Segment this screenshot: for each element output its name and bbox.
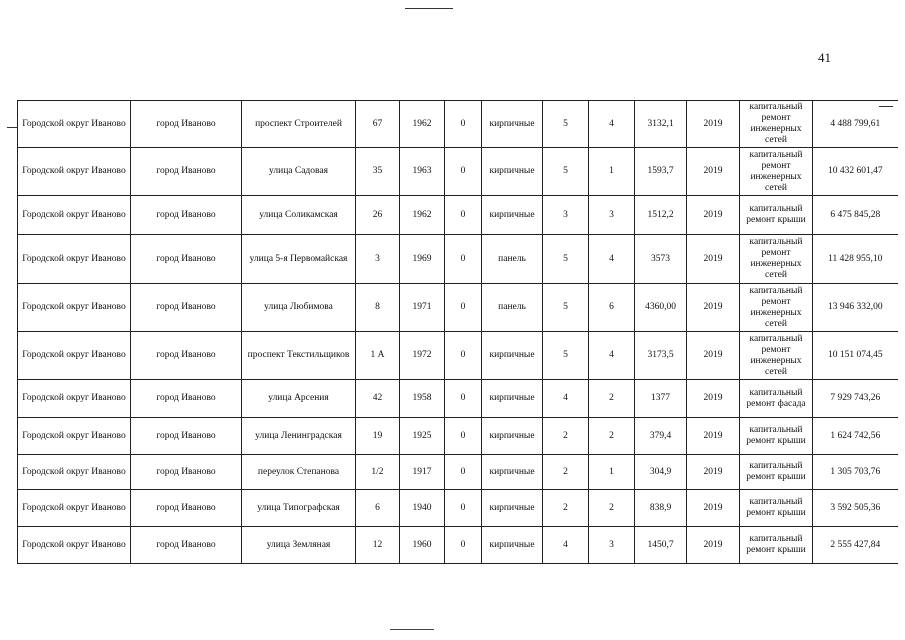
house-number-cell: 6 — [356, 490, 400, 527]
year-built-cell: 1971 — [400, 284, 445, 332]
street-cell: улица Типографская — [242, 490, 356, 527]
city-cell: город Иваново — [131, 148, 242, 196]
district-cell: Городской округ Иваново — [18, 490, 131, 527]
repair-year-cell: 2019 — [687, 418, 740, 455]
table-row — [18, 235, 898, 284]
city-cell: город Иваново — [131, 527, 242, 564]
cost-cell: 4 488 799,61 — [813, 101, 898, 148]
house-number-cell: 19 — [356, 418, 400, 455]
wall-material-cell: кирпичные — [482, 101, 543, 148]
wall-material-cell: панель — [482, 284, 543, 332]
repair-year-cell: 2019 — [687, 527, 740, 564]
floors-cell: 5 — [543, 284, 589, 332]
street-cell: улица Арсения — [242, 380, 356, 418]
area-cell: 1593,7 — [635, 148, 687, 196]
year-built-cell: 1969 — [400, 235, 445, 284]
repair-year-cell: 2019 — [687, 101, 740, 148]
city-cell: город Иваново — [131, 490, 242, 527]
cost-cell: 11 428 955,10 — [813, 235, 898, 284]
floors-cell: 5 — [543, 235, 589, 284]
city-cell: город Иваново — [131, 196, 242, 235]
wall-material-cell: кирпичные — [482, 418, 543, 455]
city-cell: город Иваново — [131, 332, 242, 380]
year-built-cell: 1940 — [400, 490, 445, 527]
repair-year-cell: 2019 — [687, 196, 740, 235]
area-cell: 379,4 — [635, 418, 687, 455]
wall-material-cell: кирпичные — [482, 332, 543, 380]
repair-year-cell: 2019 — [687, 455, 740, 490]
repair-year-cell: 2019 — [687, 380, 740, 418]
table-row — [18, 490, 898, 527]
cost-cell: 1 305 703,76 — [813, 455, 898, 490]
floors-cell: 5 — [543, 332, 589, 380]
house-number-cell: 3 — [356, 235, 400, 284]
entrances-cell: 4 — [589, 235, 635, 284]
entrances-cell: 2 — [589, 490, 635, 527]
left-margin-mark — [7, 127, 17, 128]
zero-cell: 0 — [445, 380, 482, 418]
district-cell: Городской округ Иваново — [18, 101, 131, 148]
repair-year-cell: 2019 — [687, 332, 740, 380]
wall-material-cell: кирпичные — [482, 455, 543, 490]
entrances-cell: 2 — [589, 418, 635, 455]
table-body — [18, 101, 898, 564]
house-number-cell: 26 — [356, 196, 400, 235]
city-cell: город Иваново — [131, 418, 242, 455]
repair-year-cell: 2019 — [687, 235, 740, 284]
entrances-cell: 1 — [589, 455, 635, 490]
street-cell: улица Садовая — [242, 148, 356, 196]
top-scan-mark — [405, 8, 453, 9]
street-cell: улица 5-я Первомайская — [242, 235, 356, 284]
entrances-cell: 4 — [589, 101, 635, 148]
floors-cell: 5 — [543, 101, 589, 148]
area-cell: 3573 — [635, 235, 687, 284]
area-cell: 1512,2 — [635, 196, 687, 235]
zero-cell: 0 — [445, 527, 482, 564]
table-row — [18, 196, 898, 235]
zero-cell: 0 — [445, 455, 482, 490]
repair-year-cell: 2019 — [687, 148, 740, 196]
floors-cell: 2 — [543, 418, 589, 455]
entrances-cell: 1 — [589, 148, 635, 196]
house-number-cell: 35 — [356, 148, 400, 196]
district-cell: Городской округ Иваново — [18, 148, 131, 196]
year-built-cell: 1958 — [400, 380, 445, 418]
table-row — [18, 527, 898, 564]
city-cell: город Иваново — [131, 380, 242, 418]
year-built-cell: 1972 — [400, 332, 445, 380]
cost-cell: 6 475 845,28 — [813, 196, 898, 235]
wall-material-cell: кирпичные — [482, 490, 543, 527]
repair-year-cell: 2019 — [687, 284, 740, 332]
wall-material-cell: панель — [482, 235, 543, 284]
district-cell: Городской округ Иваново — [18, 332, 131, 380]
house-number-cell: 8 — [356, 284, 400, 332]
bottom-scan-mark — [390, 629, 434, 630]
entrances-cell: 2 — [589, 380, 635, 418]
city-cell: город Иваново — [131, 455, 242, 490]
wall-material-cell: кирпичные — [482, 527, 543, 564]
zero-cell: 0 — [445, 148, 482, 196]
year-built-cell: 1925 — [400, 418, 445, 455]
work-type-cell: капитальный ремонт инженерных сетей — [740, 101, 813, 148]
city-cell: город Иваново — [131, 235, 242, 284]
work-type-cell: капитальный ремонт инженерных сетей — [740, 235, 813, 284]
floors-cell: 5 — [543, 148, 589, 196]
year-built-cell: 1962 — [400, 101, 445, 148]
cost-cell: 13 946 332,00 — [813, 284, 898, 332]
page-number: 41 — [818, 50, 831, 65]
work-type-cell: капитальный ремонт крыши — [740, 527, 813, 564]
floors-cell: 4 — [543, 527, 589, 564]
street-cell: улица Земляная — [242, 527, 356, 564]
work-type-cell: капитальный ремонт крыши — [740, 455, 813, 490]
table-row — [18, 455, 898, 490]
floors-cell: 2 — [543, 455, 589, 490]
cost-cell: 3 592 505,36 — [813, 490, 898, 527]
street-cell: проспект Текстильщиков — [242, 332, 356, 380]
table-row — [18, 101, 898, 148]
area-cell: 1377 — [635, 380, 687, 418]
entrances-cell: 6 — [589, 284, 635, 332]
house-number-cell: 12 — [356, 527, 400, 564]
table-row — [18, 148, 898, 196]
table-row — [18, 380, 898, 418]
year-built-cell: 1963 — [400, 148, 445, 196]
district-cell: Городской округ Иваново — [18, 418, 131, 455]
zero-cell: 0 — [445, 101, 482, 148]
area-cell: 1450,7 — [635, 527, 687, 564]
floors-cell: 4 — [543, 380, 589, 418]
floors-cell: 2 — [543, 490, 589, 527]
housing-repair-table — [17, 100, 898, 564]
cost-cell: 7 929 743,26 — [813, 380, 898, 418]
zero-cell: 0 — [445, 332, 482, 380]
work-type-cell: капитальный ремонт инженерных сетей — [740, 332, 813, 380]
street-cell: переулок Степанова — [242, 455, 356, 490]
district-cell: Городской округ Иваново — [18, 527, 131, 564]
wall-material-cell: кирпичные — [482, 196, 543, 235]
house-number-cell: 1/2 — [356, 455, 400, 490]
district-cell: Городской округ Иваново — [18, 380, 131, 418]
area-cell: 838,9 — [635, 490, 687, 527]
table-row — [18, 332, 898, 380]
year-built-cell: 1917 — [400, 455, 445, 490]
zero-cell: 0 — [445, 490, 482, 527]
floors-cell: 3 — [543, 196, 589, 235]
work-type-cell: капитальный ремонт крыши — [740, 418, 813, 455]
zero-cell: 0 — [445, 284, 482, 332]
area-cell: 304,9 — [635, 455, 687, 490]
city-cell: город Иваново — [131, 284, 242, 332]
work-type-cell: капитальный ремонт крыши — [740, 490, 813, 527]
house-number-cell: 1 А — [356, 332, 400, 380]
district-cell: Городской округ Иваново — [18, 455, 131, 490]
wall-material-cell: кирпичные — [482, 148, 543, 196]
house-number-cell: 67 — [356, 101, 400, 148]
work-type-cell: капитальный ремонт инженерных сетей — [740, 148, 813, 196]
work-type-cell: капитальный ремонт инженерных сетей — [740, 284, 813, 332]
street-cell: проспект Строителей — [242, 101, 356, 148]
house-number-cell: 42 — [356, 380, 400, 418]
work-type-cell: капитальный ремонт крыши — [740, 196, 813, 235]
work-type-cell: капитальный ремонт фасада — [740, 380, 813, 418]
cost-cell: 10 151 074,45 — [813, 332, 898, 380]
zero-cell: 0 — [445, 235, 482, 284]
city-cell: город Иваново — [131, 101, 242, 148]
table-row — [18, 418, 898, 455]
year-built-cell: 1960 — [400, 527, 445, 564]
district-cell: Городской округ Иваново — [18, 235, 131, 284]
street-cell: улица Любимова — [242, 284, 356, 332]
entrances-cell: 3 — [589, 196, 635, 235]
cost-cell: 2 555 427,84 — [813, 527, 898, 564]
cost-cell: 1 624 742,56 — [813, 418, 898, 455]
district-cell: Городской округ Иваново — [18, 196, 131, 235]
cost-cell: 10 432 601,47 — [813, 148, 898, 196]
area-cell: 3132,1 — [635, 101, 687, 148]
table-row — [18, 284, 898, 332]
zero-cell: 0 — [445, 418, 482, 455]
street-cell: улица Ленинградская — [242, 418, 356, 455]
entrances-cell: 4 — [589, 332, 635, 380]
wall-material-cell: кирпичные — [482, 380, 543, 418]
street-cell: улица Соликамская — [242, 196, 356, 235]
repair-year-cell: 2019 — [687, 490, 740, 527]
district-cell: Городской округ Иваново — [18, 284, 131, 332]
year-built-cell: 1962 — [400, 196, 445, 235]
area-cell: 3173,5 — [635, 332, 687, 380]
area-cell: 4360,00 — [635, 284, 687, 332]
zero-cell: 0 — [445, 196, 482, 235]
entrances-cell: 3 — [589, 527, 635, 564]
